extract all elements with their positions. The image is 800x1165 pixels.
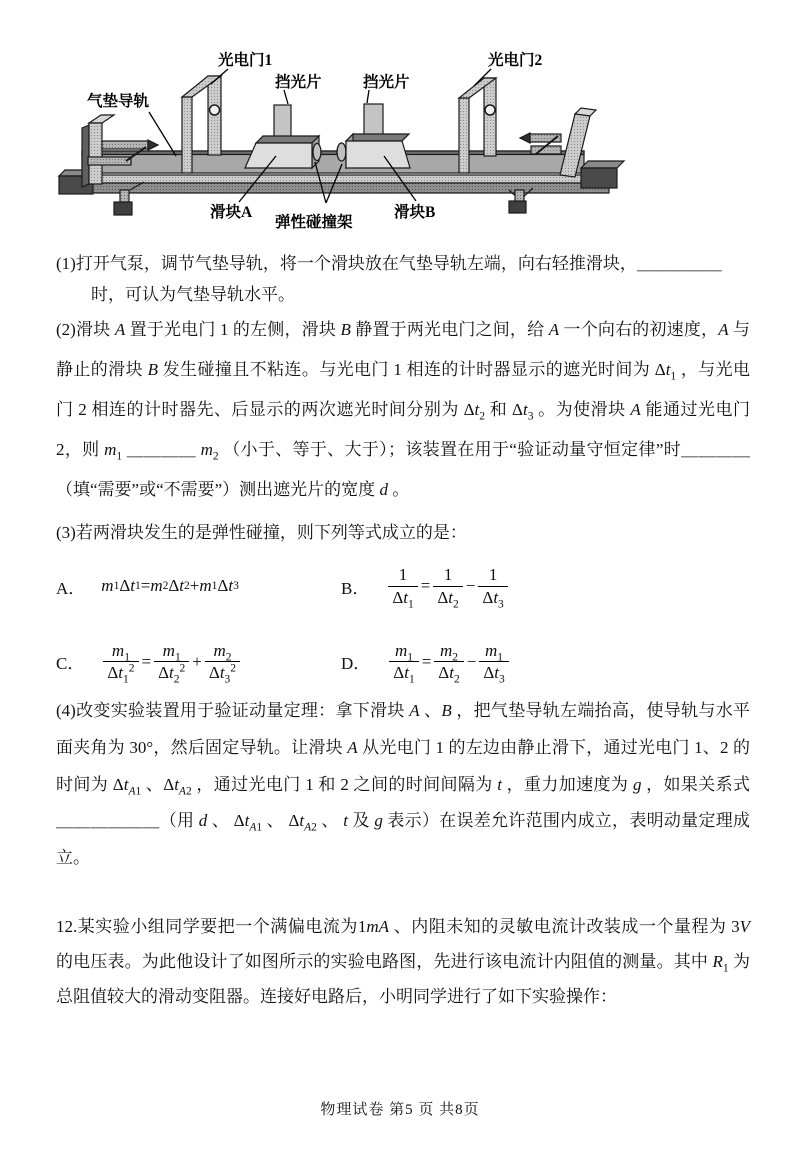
choice-c-letter: C． <box>56 654 85 674</box>
q11-part4-paragraph: (4)改变实验装置用于验证动量定理：拿下滑块 A 、B ，把气垫导轨左端抬高，使导轨与水平面夹角为 30°，然后固定导轨。让滑块 A 从光电门 1 的左边由静止滑下，通过光电门 1、2 的时间为 $\Delta t_{A1}$ 、$\Delta t_{A2}$ ，通过光电门 1 和 2 之间的时间间隔为 t ，重力加速度为 g ，如果关系式＿＿＿＿＿＿（用 d 、 $\Delta t_{A1}$ 、 $\Delta t_{A2}$ 、 t 及 g 表示）在误差允许范围内成立，表明动量定理成立。 <box>56 701 751 867</box>
choice-c-expression: $\frac{m_1}{\Delta t_1^2}$ = $\frac{m_1}{\Delta t_2^2}$ + $\frac{m_2}{\Delta t_3^2}$ <box>100 640 243 684</box>
choice-b-letter: B． <box>341 578 370 598</box>
q11-part1-line2: 时，可认为气垫导轨水平。 <box>91 284 295 304</box>
choice-b <box>341 564 512 611</box>
photogate-1-sensor <box>210 105 220 115</box>
choice-d-expression: $\frac{m_1}{\Delta t_1}$ = $\frac{m_2}{\Delta t_2}$ − $\frac{m_1}{\Delta t_3}$ <box>386 640 511 684</box>
slider-b <box>346 104 410 168</box>
photogate2-label: 光电门2 <box>488 52 543 69</box>
slider-a <box>245 105 321 168</box>
q11-part1-line1: (1)打开气泵，调节气垫导轨，将一个滑块放在气垫导轨左端，向右轻推滑块，＿＿＿＿＿ <box>56 254 722 273</box>
slider-b-label: 滑块B <box>394 204 436 221</box>
bumper-frames <box>337 143 346 161</box>
flag-a <box>274 105 291 138</box>
slider-a-label: 滑块A <box>210 204 253 221</box>
right-end-block <box>581 161 624 188</box>
q11-part2-paragraph: (2)滑块 A 置于光电门 1 的左侧，滑块 B 静置于两光电门之间，给 A 一个向右的初速度，A 与静止的滑块 B 发生碰撞且不粘连。与光电门 1 相连的计时器显示的遮光时间为 $\Delta t_1$ ，与光电门 2 相连的计时器先、后显示的两次遮光时间分别为 $\Delta t_2$ 和 $\Delta t_3$ 。为使滑块 A 能通过光电门 2，则 $m_1$ ＿＿＿＿ $m_2$ （小于、等于、大于）；该装置在用于“验证动量守恒定律”时＿＿＿＿（填“需要”或“不需要”）测出遮光片的宽度 d 。 <box>56 320 751 499</box>
bumper-loop-a <box>313 144 321 161</box>
apparatus-figure <box>54 44 750 241</box>
bumper-loop-b <box>337 143 346 161</box>
page-footer: 物理试卷 第5 页 共8页 <box>320 1102 480 1118</box>
bumper-label: 弹性碰撞架 <box>275 214 353 231</box>
photogate-2-sensor <box>485 105 495 115</box>
choice-c <box>56 640 341 684</box>
q11-part3-choices <box>56 564 750 686</box>
choice-a-expression: m 1 Δ t 1 = m 2 Δ t 2 + m 1 Δ t 3 <box>101 576 239 596</box>
track-label: 气垫导轨 <box>87 93 150 110</box>
q11-part3-heading: (3)若两滑块发生的是弹性碰撞，则下列等式成立的是： <box>56 522 467 542</box>
apparatus-diagram <box>54 44 674 236</box>
flag-label-right: 挡光片 <box>363 74 410 91</box>
choice-a <box>56 574 341 599</box>
choice-d <box>341 640 512 684</box>
photogate1-label: 光电门1 <box>218 52 273 69</box>
q12-paragraph: 12.某实验小组同学要把一个满偏电流为1mA 、内阻未知的灵敏电流计改装成一个量程为 3V 的电压表。为此他设计了如图所示的实验电路图，先进行该电流计内阻值的测量。其中 $R_1$ 为总阻值较大的滑动变阻器。连接好电路后，小明同学进行了如下实验操作： <box>56 917 751 1006</box>
flag-label-left: 挡光片 <box>275 74 322 91</box>
choice-d-letter: D． <box>341 654 371 674</box>
flag-b <box>364 104 383 136</box>
choice-a-letter: A． <box>56 578 86 598</box>
choice-b-expression: $\frac{1}{\Delta t_1}$ = $\frac{1}{\Delta t_2}$ − $\frac{1}{\Delta t_3}$ <box>385 564 510 608</box>
